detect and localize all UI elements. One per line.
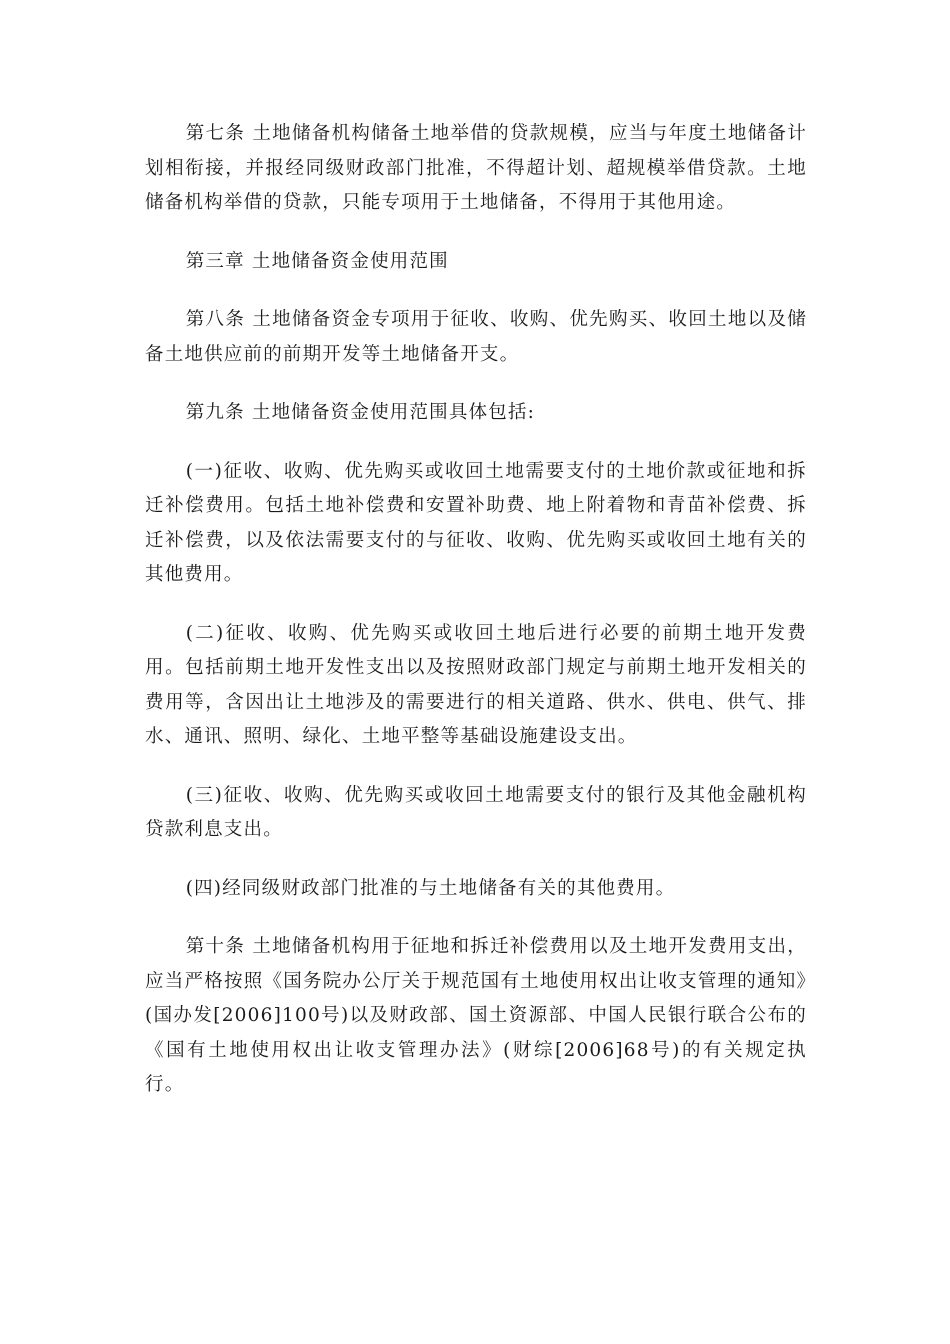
item-3-paragraph: (三)征收、收购、优先购买或收回土地需要支付的银行及其他金融机构贷款利息支出。: [145, 784, 807, 840]
item-4-paragraph: (四)经同级财政部门批准的与土地储备有关的其他费用。: [185, 877, 676, 899]
chapter-3-heading: 第三章 土地储备资金使用范围: [185, 250, 449, 272]
item-1-paragraph: (一)征收、收购、优先购买或收回土地需要支付的土地价款或征地和拆迁补偿费用。包括土地补偿费和安置补助费、地上附着物和青苗补偿费、拆迁补偿费，以及依法需要支付的与征收、收购、优先购买或收回土地有关的其他费用。: [145, 460, 807, 585]
article-8-paragraph: 第八条 土地储备资金专项用于征收、收购、优先购买、收回土地以及储备土地供应前的前期开发等土地储备开支。: [145, 309, 807, 365]
article-7-paragraph: 第七条 土地储备机构储备土地举借的贷款规模，应当与年度土地储备计划相衔接，并报经同级财政部门批准，不得超计划、超规模举借贷款。土地储备机构举借的贷款，只能专项用于土地储备，不得用于其他用途。: [145, 123, 807, 213]
document-page: [145, 117, 807, 1127]
article-9-paragraph: 第九条 土地储备资金使用范围具体包括:: [185, 402, 536, 423]
article-10-paragraph: 第十条 土地储备机构用于征地和拆迁补偿费用以及土地开发费用支出，应当严格按照《国务院办公厅关于规范国有土地使用权出让收支管理的通知》(国办发[2006]100号)以及财政部、国土资源部、中国人民银行联合公布的《国有土地使用权出让收支管理办法》(财综[2006]68号)的有关规定执行。: [145, 936, 807, 1095]
item-2-paragraph: (二)征收、收购、优先购买或收回土地后进行必要的前期土地开发费用。包括前期土地开发性支出以及按照财政部门规定与前期土地开发相关的费用等，含因出让土地涉及的需要进行的相关道路、供水、供电、供气、排水、通讯、照明、绿化、土地平整等基础设施建设支出。: [145, 622, 807, 747]
